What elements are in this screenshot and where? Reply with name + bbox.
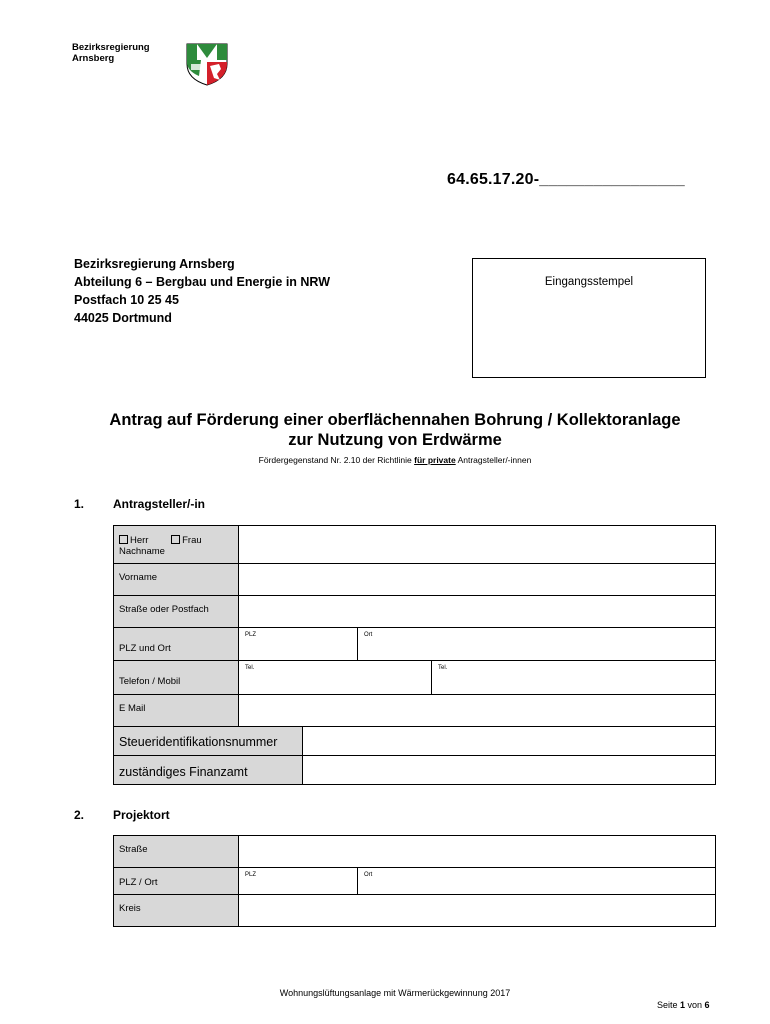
address-line2: Abteilung 6 – Bergbau und Energie in NRW [74,275,331,289]
vorname-field[interactable] [238,563,716,596]
recipient-address [74,255,330,327]
finanzamt-field[interactable] [302,755,716,785]
email-field[interactable] [238,694,716,727]
title-line1: Antrag auf Förderung einer oberflächennahen Bohrung / Kollektoranlage [109,411,681,429]
subtitle-text-end: Antragsteller/-innen [455,455,532,465]
projekt-strasse-field[interactable] [238,835,716,868]
email-label-cell [113,694,239,727]
section2-title: Projektort [113,808,170,822]
section1-number: 1. [74,497,85,511]
finanzamt-label: zuständiges Finanzamt [119,765,248,779]
page-label: Seite [657,1000,681,1010]
stamp-label: Eingangsstempel [544,276,634,288]
projekt-plz-field[interactable] [238,867,358,895]
projekt-plz-ort-label-cell [113,867,239,895]
vorname-label-cell [113,563,239,596]
strasse-field[interactable] [238,595,716,628]
kreis-label: Kreis [119,903,141,914]
section2-number: 2. [74,808,85,822]
steuer-field[interactable] [302,726,716,756]
section1-title: Antragsteller/-in [113,497,206,511]
projekt-ort-field[interactable] [357,867,716,895]
vorname-label: Vorname [119,572,158,583]
strasse-label: Straße oder Postfach [119,604,209,615]
checkbox-icon [119,535,128,544]
plz-ort-label-cell [113,627,239,661]
authority-name [72,42,150,64]
subtitle-text: Fördergegenstand Nr. 2.10 der Richtlinie [258,455,415,465]
reference-number: 64.65.17.20-________________ [447,171,685,188]
mobil-hint: Tel. [438,665,448,671]
current-page: 1 [680,1000,686,1010]
page-number [657,1000,710,1010]
subtitle-emphasis: für private [414,455,456,465]
address-line4: 44025 Dortmund [74,311,172,325]
authority-line1: Bezirksregierung [72,42,150,53]
ort-field[interactable] [357,627,716,661]
plz-ort-label: PLZ und Ort [119,643,171,654]
projekt-ort-hint: Ort [364,872,373,878]
steuer-label: Steueridentifikationsnummer [119,735,278,749]
nachname-label: Nachname [119,546,165,557]
plz-hint: PLZ [245,632,257,638]
frau-checkbox[interactable] [171,535,202,546]
form-subtitle [60,455,730,465]
address-line1: Bezirksregierung Arnsberg [74,257,235,271]
form-title [60,410,730,450]
authority-line2: Arnsberg [72,53,115,64]
projekt-plz-hint: PLZ [245,872,257,878]
herr-checkbox[interactable] [119,535,148,546]
telefon-label: Telefon / Mobil [119,676,181,687]
stamp-box [472,258,706,378]
telefon-label-cell [113,660,239,695]
address-line3: Postfach 10 25 45 [74,293,179,307]
salutation-label-cell [113,525,239,564]
projekt-plz-ort-label: PLZ / Ort [119,877,158,888]
mobil-field[interactable] [431,660,716,695]
projekt-strasse-label: Straße [119,844,148,855]
email-label: E Mail [119,703,146,714]
nrw-coat-of-arms-logo [183,42,231,86]
total-pages: 6 [704,1000,710,1010]
page-of-label: von [685,1000,705,1010]
kreis-field[interactable] [238,894,716,927]
telefon-field[interactable] [238,660,432,695]
ort-hint: Ort [364,632,373,638]
title-line2: zur Nutzung von Erdwärme [288,431,502,449]
herr-label: Herr [130,535,149,546]
plz-field[interactable] [238,627,358,661]
finanzamt-label-cell [113,755,303,785]
projekt-strasse-label-cell [113,835,239,868]
footer-text: Wohnungslüftungsanlage mit Wärmerückgewinnung 2017 [279,988,511,998]
kreis-label-cell [113,894,239,927]
checkbox-icon [171,535,180,544]
telefon-hint: Tel. [245,665,255,671]
strasse-label-cell [113,595,239,628]
steuer-label-cell [113,726,303,756]
frau-label: Frau [182,535,202,546]
nachname-field[interactable] [238,525,716,564]
